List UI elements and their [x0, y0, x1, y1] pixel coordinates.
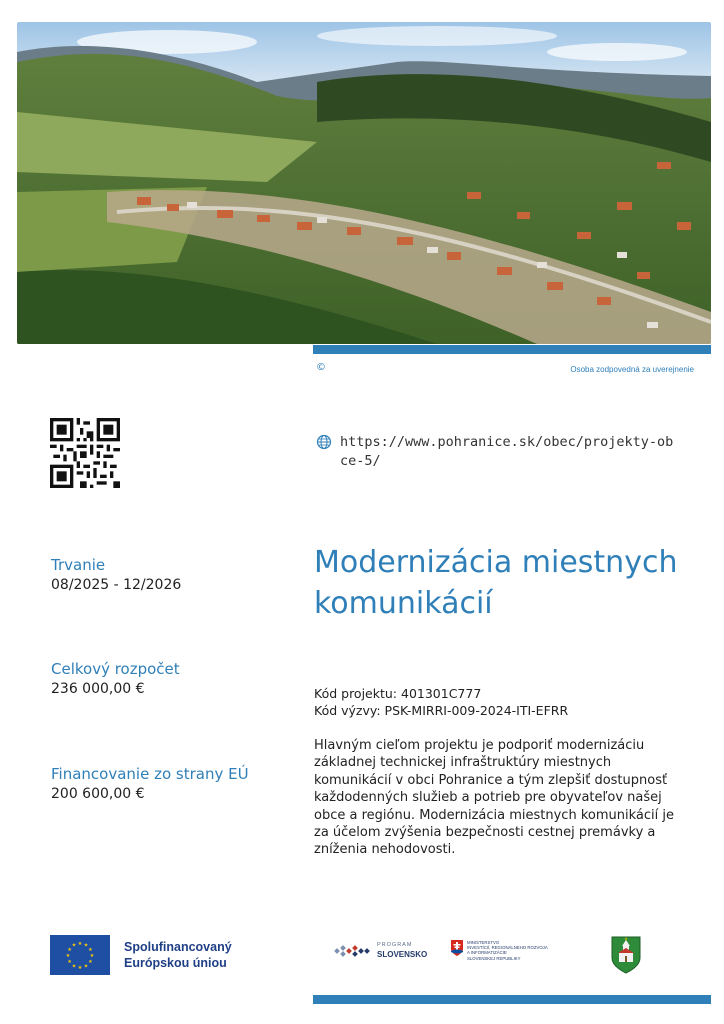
svg-text:★: ★: [88, 959, 93, 965]
pohranice-crest-icon: [611, 936, 641, 978]
ministry-logo: [451, 940, 577, 961]
eu-cofinanced-logo: [50, 935, 232, 975]
program-label: PROGRAM: [377, 942, 413, 948]
svg-text:★: ★: [71, 942, 77, 949]
eu-text-line1: Spolufinancovaný: [124, 940, 232, 954]
project-title: Modernizácia miestnych komunikácií: [314, 545, 678, 621]
svg-text:★: ★: [83, 942, 89, 949]
program-slovensko-icon: [333, 940, 373, 960]
project-codes: [314, 685, 568, 719]
duration-value: 08/2025 - 12/2026: [51, 577, 182, 593]
eu-funding-value: 200 600,00 €: [51, 786, 145, 802]
copyright-mark: ©: [316, 362, 326, 373]
ministry-line-3: A INFORMATIZÁCIE: [467, 950, 507, 956]
eu-funding-block: [51, 765, 281, 804]
accent-bar-top: [313, 345, 711, 354]
eu-text-line2: Európskou úniou: [124, 956, 227, 970]
svg-text:★: ★: [88, 947, 93, 953]
program-slovensko-logo: [333, 940, 427, 960]
project-code: Kód projektu: 401301C777: [314, 686, 482, 701]
accent-bar-bottom: [313, 995, 711, 1004]
slovak-coat-of-arms-icon: [451, 940, 463, 956]
svg-text:★: ★: [67, 959, 72, 965]
photo-credit: Osoba zodpovedná za uverejnenie: [570, 365, 694, 374]
svg-text:★: ★: [67, 947, 72, 953]
budget-block: [51, 660, 281, 699]
svg-text:★: ★: [89, 953, 95, 959]
village-aerial-photo: [17, 22, 711, 344]
project-description: Hlavným cieľom projektu je podporiť modernizáciu základnej technickej infraštruktúry miestnych komunikácií v obci Pohranice a tým zlepšiť dostupnosť každodenných služieb a potrieb pre obyvateľov našej obce a regiónu. Modernizácia miestnych komunikácií je za účelom zvýšenia bezpečnosti cestnej premávky a zníženia nehodovosti.: [314, 738, 674, 858]
ministry-line-2: INVESTÍCIÍ, REGIONÁLNEHO ROZVOJA: [467, 945, 548, 951]
svg-text:★: ★: [77, 941, 83, 947]
svg-text:★: ★: [83, 963, 89, 970]
eu-flag-icon: [50, 935, 110, 975]
qr-code-icon[interactable]: [50, 418, 120, 488]
slovensko-label: SLOVENSKO: [377, 950, 428, 959]
eu-cofinanced-text: [124, 939, 232, 971]
call-code: Kód výzvy: PSK-MIRRI-009-2024-ITI-EFRR: [314, 703, 569, 718]
svg-text:★: ★: [65, 953, 71, 959]
svg-text:★: ★: [71, 963, 77, 970]
duration-label: Trvanie: [51, 556, 106, 574]
url-text[interactable]: https://www.pohranice.sk/obec/projekty-obce-5/: [340, 434, 674, 469]
duration-block: [51, 556, 281, 595]
eu-funding-label: Financovanie zo strany EÚ: [51, 765, 249, 783]
ministry-line-1: MINISTERSTVO: [467, 940, 500, 945]
budget-label: Celkový rozpočet: [51, 660, 180, 678]
budget-value: 236 000,00 €: [51, 681, 145, 697]
ministry-line-4: SLOVENSKEJ REPUBLIKY: [467, 955, 521, 961]
globe-icon: [316, 434, 332, 471]
svg-text:★: ★: [77, 965, 83, 971]
project-url[interactable]: [316, 433, 676, 471]
